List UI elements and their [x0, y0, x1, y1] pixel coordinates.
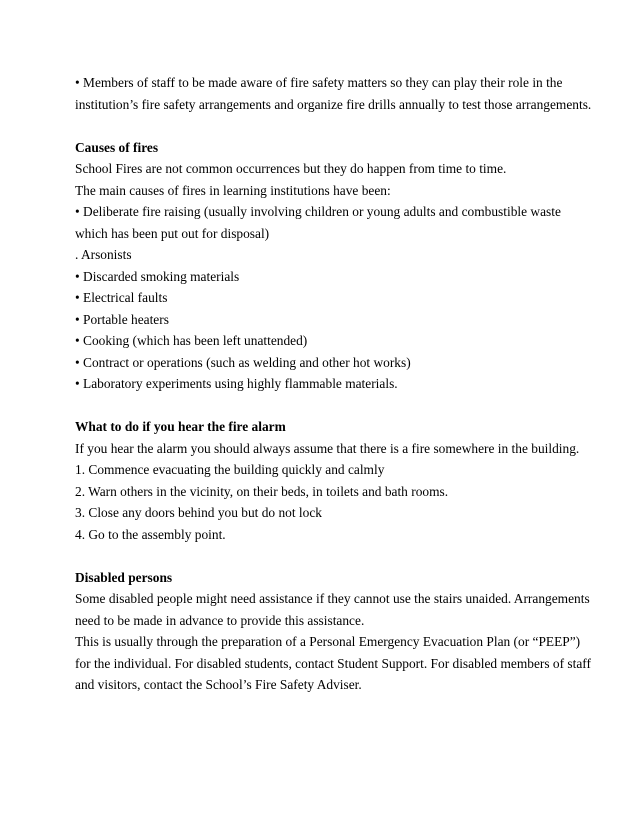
- causes-line: • Portable heaters: [75, 311, 169, 327]
- alarm-section: [75, 416, 580, 545]
- disabled-line: and visitors, contact the School’s Fire Safety Adviser.: [75, 677, 362, 692]
- causes-line: which has been put out for disposal): [75, 225, 270, 241]
- paragraph-spacer: [75, 115, 575, 137]
- alarm-line: 1. Commence evacuating the building quickly and calmly: [75, 462, 385, 477]
- disabled-heading: Disabled persons: [75, 569, 173, 585]
- disabled-line: for the individual. For disabled students, contact Student Support. For disabled members of staff: [75, 655, 591, 671]
- intro-section: [75, 72, 592, 115]
- paragraph-spacer: [75, 545, 575, 567]
- alarm-line: 3. Close any doors behind you but do not lock: [75, 505, 322, 520]
- intro-line: • Members of staff to be made aware of fire safety matters so they can play their role in the: [75, 75, 563, 90]
- causes-line: • Deliberate fire raising (usually involving children or young adults and combustible waste: [75, 204, 561, 219]
- causes-line: • Discarded smoking materials: [75, 268, 240, 284]
- causes-line: . Arsonists: [75, 247, 132, 262]
- causes-line: • Electrical faults: [75, 290, 168, 305]
- alarm-heading: What to do if you hear the fire alarm: [75, 419, 286, 434]
- causes-section: [75, 137, 575, 395]
- disabled-section: [75, 567, 591, 696]
- alarm-line: 4. Go to the assembly point.: [75, 526, 226, 542]
- intro-line: institution’s fire safety arrangements and organize fire drills annually to test those arrangements.: [75, 96, 592, 112]
- causes-heading: Causes of fires: [75, 139, 159, 155]
- document-page: [75, 72, 592, 696]
- causes-line: The main causes of fires in learning institutions have been:: [75, 182, 391, 198]
- alarm-line: If you hear the alarm you should always assume that there is a fire somewhere in the building.: [75, 440, 580, 456]
- disabled-line: Some disabled people might need assistance if they cannot use the stairs unaided. Arrangements: [75, 591, 590, 606]
- disabled-line: need to be made in advance to provide this assistance.: [75, 612, 365, 628]
- causes-line: • Contract or operations (such as welding and other hot works): [75, 354, 411, 370]
- causes-line: School Fires are not common occurrences but they do happen from time to time.: [75, 161, 507, 176]
- causes-line: • Cooking (which has been left unattended): [75, 333, 308, 348]
- paragraph-spacer: [75, 395, 575, 417]
- alarm-line: 2. Warn others in the vicinity, on their beds, in toilets and bath rooms.: [75, 483, 449, 499]
- disabled-line: This is usually through the preparation of a Personal Emergency Evacuation Plan (or “PEEP”): [75, 634, 581, 649]
- causes-line: • Laboratory experiments using highly flammable materials.: [75, 376, 398, 391]
